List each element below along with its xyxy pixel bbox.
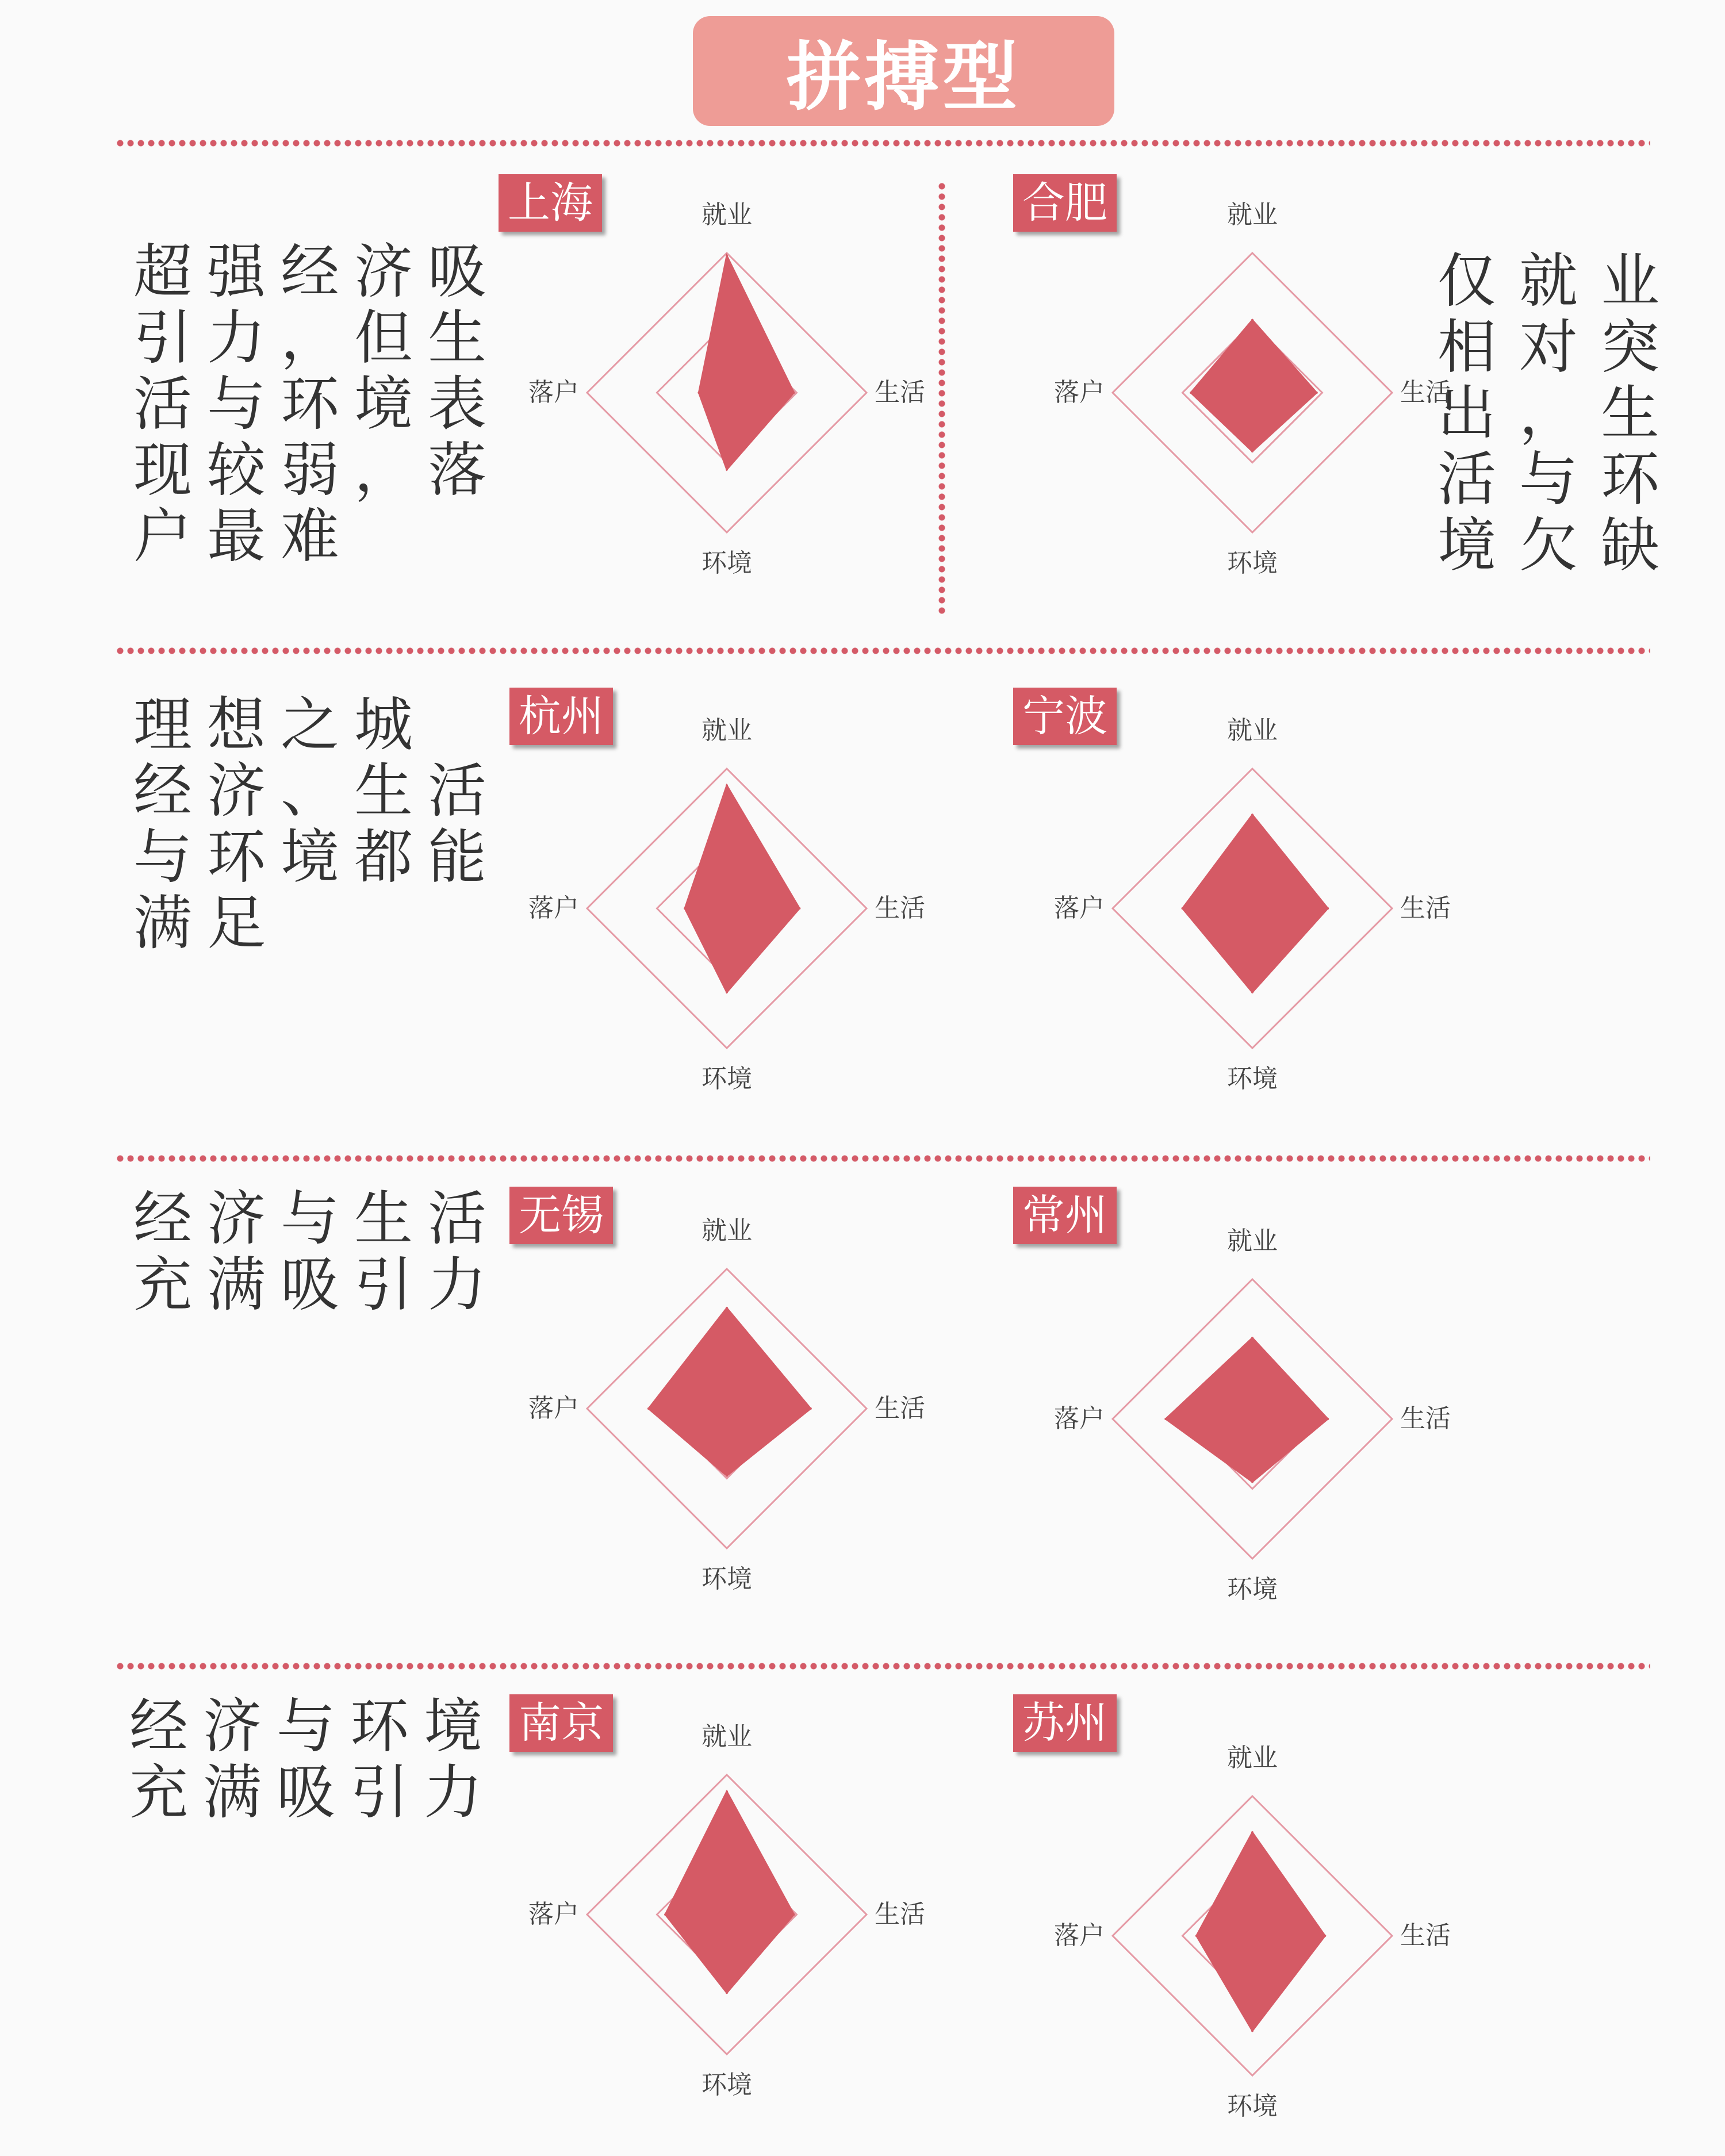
radar-axis-label: 生活 [1400, 1921, 1451, 1950]
city-badge-wuxi: 无锡 [509, 1187, 613, 1244]
page-title: 拼搏型 [786, 33, 1021, 121]
hefei-description: 仅就业 相对突 出，生 活与环 境欠缺 [1438, 247, 1682, 580]
city-badge-changzhou: 常州 [1013, 1187, 1117, 1244]
radar-axis-label: 就业 [702, 1722, 752, 1751]
radar-axis-label: 环境 [702, 548, 752, 578]
radar-point-就业 [1251, 1831, 1254, 1833]
radar-series-suzhou [1197, 1832, 1325, 2031]
radar-axis-label: 落户 [1054, 893, 1105, 923]
radar-axis-label: 就业 [1227, 1226, 1278, 1256]
radar-axis-label: 就业 [702, 1216, 752, 1245]
radar-axis-label: 环境 [702, 2070, 752, 2100]
city-badge-hefei: 合肥 [1013, 174, 1117, 232]
radar-axis-label: 生活 [875, 893, 925, 923]
radar-axis-label: 环境 [1227, 2092, 1278, 2121]
radar-axis-label: 生活 [875, 1900, 925, 1929]
radar-axis-label: 环境 [702, 1564, 752, 1594]
radar-axis-label: 环境 [1227, 548, 1278, 578]
radar-axis-label: 环境 [1227, 1575, 1278, 1604]
city-badge-suzhou: 苏州 [1013, 1694, 1117, 1752]
radar-axis-label: 环境 [1227, 1064, 1278, 1094]
radar-axis-label: 生活 [875, 1394, 925, 1423]
radar-axis-label: 生活 [1400, 378, 1451, 407]
radar-axis-label: 就业 [702, 200, 752, 229]
radar-axis-label: 就业 [702, 716, 752, 745]
radar-axis-label: 生活 [1400, 1404, 1451, 1433]
radar-axis-label: 落户 [1054, 1404, 1105, 1433]
shanghai-description: 超强经济吸 引力，但生 活与环境表 现较弱，落 户最难 [133, 238, 501, 571]
radar-axis-label: 就业 [1227, 200, 1278, 229]
city-badge-nanjing: 南京 [509, 1694, 613, 1752]
radar-axis-label: 落户 [528, 1900, 579, 1929]
hangzhou-description: 理想之城 经济、生活 与环境都能 满足 [133, 691, 501, 958]
city-badge-hangzhou: 杭州 [509, 688, 613, 745]
nanjing-description: 经济与环境 充满吸引力 [129, 1693, 497, 1827]
wuxi-description: 经济与生活 充满吸引力 [133, 1185, 501, 1319]
radar-axis-label: 生活 [875, 378, 925, 407]
city-badge-ningbo: 宁波 [1013, 688, 1117, 745]
city-badge-shanghai: 上海 [499, 174, 602, 232]
radar-point-生活 [1324, 1935, 1326, 1937]
radar-point-落户 [1195, 1935, 1198, 1937]
radar-axis-label: 落户 [1054, 378, 1105, 407]
radar-axis-label: 就业 [1227, 716, 1278, 745]
radar-axis-label: 就业 [1227, 1743, 1278, 1773]
radar-axis-label: 落户 [528, 893, 579, 923]
radar-point-环境 [1251, 2030, 1254, 2032]
radar-axis-label: 生活 [1400, 893, 1451, 923]
radar-axis-label: 环境 [702, 1064, 752, 1094]
radar-axis-label: 落户 [1054, 1921, 1105, 1950]
radar-axis-label: 落户 [528, 378, 579, 407]
radar-axis-label: 落户 [528, 1394, 579, 1423]
